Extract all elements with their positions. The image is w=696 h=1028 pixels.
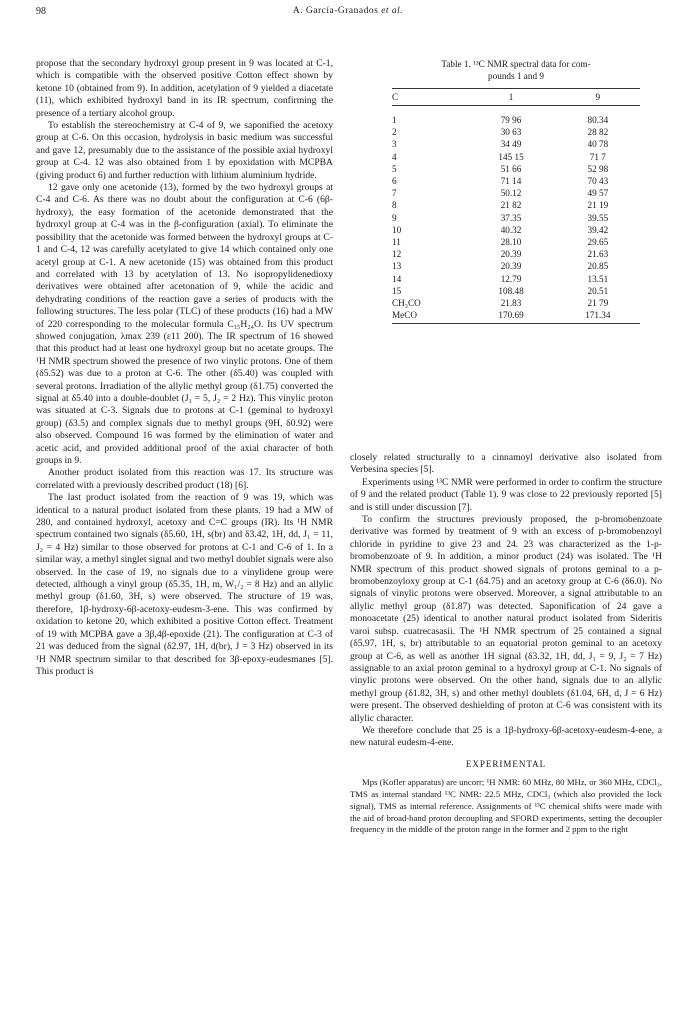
left-column-paragraph: To establish the stereochemistry at C-4 of 9, we saponified the acetoxy group at C-6. On this occasion, hydrolysis in basic medium was successful and gave 12, presumably due to the assistance of the possible axial hydroxyl group at C-4. 12 was also obtained from 1 by epoxidation with MCPBA (giving product 6) and further reduction with lithium aluminium hydride.	[36, 120, 333, 181]
compound-1-value: 21 82	[500, 200, 522, 211]
column-header-compound-9: 9	[556, 89, 640, 106]
left-column-paragraph: Another product isolated from this reaction was 17. Its structure was correlated with a previously described product (18) [6].	[36, 467, 333, 491]
compound-9-value: 20.85	[587, 261, 609, 272]
compound-1-value: 20.39	[500, 249, 522, 260]
compound-1-value: 20.39	[500, 261, 522, 272]
table-row	[392, 106, 640, 127]
carbon-cell: 11	[392, 237, 401, 248]
running-head	[36, 6, 660, 16]
carbon-cell: 12	[392, 249, 402, 260]
table-row	[392, 126, 640, 138]
table-row	[392, 224, 640, 236]
table-row	[392, 297, 640, 309]
table-row	[392, 248, 640, 260]
carbon-cell: 2	[392, 127, 397, 138]
compound-9-value: 39.42	[587, 224, 609, 235]
compound-1-value: 145 15	[498, 151, 524, 162]
table-row	[392, 163, 640, 175]
carbon-cell: 15	[392, 285, 402, 296]
compound-1-value: 50.12	[500, 188, 522, 199]
left-column-paragraph: The last product isolated from the reaction of 9 was 19, which was identical to a natural product isolated from these plants. 19 had a MW of 280, and contained hydroxyl, acetoxy and C=C groups (IR). Its ¹H NMR spectrum contained two signals (δ5.60, 1H, s(br) and δ3.42, 1H, dd, J₁ = 11, J₂ = 4 Hz) similar to those observed for protons at C-1 and C-6 of 1. In a similar way, a methyl singlet signal and two methyl doublet signals were also observed. In the case of 19, no signals due to a vinylidene group were detected, although a vinyl group (δ5.35, 1H, m, W₁/₂ = 8 Hz) and an allylic methyl group (δ1.60, 3H, s) were observed. The structure of 19 was, therefore, 1β-hydroxy-6β-acetoxy-eudesm-3-ene. This was confirmed by oxidation to ketone 20, which exhibited a positive Cotton effect. Treatment of 19 with MCPBA gave a 3β,4β-epoxide (21). The configuration at C-3 of 21 was deduced from the signal (δ2.97, 1H, d(br), J = 3 Hz) observed in its ¹H NMR spectrum similar to that described for 3β-epoxy-eudesmanes [5]. This product is	[36, 492, 333, 677]
experimental-heading: EXPERIMENTAL	[465, 758, 547, 769]
compound-1-value: 40.32	[500, 224, 522, 235]
left-column	[36, 58, 333, 678]
table-caption-line-2: pounds 1 and 9	[488, 71, 544, 81]
compound-9-value: 40 78	[587, 139, 609, 150]
carbon-cell: 1	[392, 115, 397, 125]
nmr-table	[392, 58, 640, 324]
right-column-paragraph: To confirm the structures previously proposed, the p-bromobenzoate derivative was formed by treatment of 9 with an excess of p-bromobenzoyl chloride in pyridine to give 23 and 24. 23 was characterized as the 1-p-bromobenzoate of 9. In addition, a minor product (24) was isolated. The ¹H NMR spectrum of this product showed signals of protons geminal to a p-bromobenzoyloxy group at C-1 (δ4.75) and an acetoxy group at C-6 (δ6.0). No signals of vinylic protons were observed. Moreover, a signal attributable to an allylic methyl group (δ1.87) was detected. Saponification of 24 gave a monoacetate (25) identical to another natural product isolated from Sideritis varoi subsp. cuatrecasasii. The ¹H NMR spectrum of 25 contained a signal (δ5.97, 1H, s, br) attributable to an equatorial proton geminal to an acetoxy group at C-6, as well as another 1H signal (δ3.32, 1H, dd, J₁ = 9, J₂ = 7 Hz) assignable to an axial proton geminal to a hydroxyl group at C-1. No signals of vinylic protons were observed. On the other hand, signals due to an allylic methyl group (δ1.82, 3H, s) and other methyl doublets (δ1.04, 6H, d, J = 6 Hz) were present. The observed deshielding of proton at C-6 was consistent with its allylic character.	[350, 514, 662, 724]
right-column	[350, 452, 662, 836]
compound-9-value: 13.51	[587, 273, 609, 284]
compound-1-value: 28.10	[500, 237, 522, 248]
compound-9-value: 21 79	[587, 298, 609, 309]
table-caption	[392, 58, 640, 82]
carbon-cell: 8	[392, 200, 397, 211]
carbon-cell: 5	[392, 163, 397, 174]
compound-9-value: 29.65	[587, 237, 609, 248]
compound-1-value: 71 14	[500, 176, 522, 187]
table-row	[392, 187, 640, 199]
table-row	[392, 175, 640, 187]
compound-1-value: 30 63	[500, 127, 522, 138]
table-row	[392, 138, 640, 150]
compound-9-value: 21 19	[587, 200, 609, 211]
column-header-carbon: C	[392, 89, 466, 106]
table-caption-line-1: Table 1. ¹³C NMR spectral data for com-	[441, 59, 591, 69]
carbon-cell: 4	[392, 151, 397, 162]
compound-1-value: 21.83	[500, 298, 522, 309]
left-column-paragraph: 12 gave only one acetonide (13), formed by the two hydroxyl groups at C-4 and C-6. As there was no doubt about the configuration at C-6 (6β-hydroxy), the easy formation of the acetonide demonstrated that the hydroxyl group at C-4 was in the β-configuration (axial). To eliminate the possibility that the acetonide was formed between the hydroxyl groups at C-1 and C-4, 12 was carefully acetylated to give 14 which contained only one acetyl group at C-1. A new acetonide (15) was obtained from this product and correlated with 13 by acetylation of 13. No isopropylidenedioxy derivatives were obtained after acetonation of 9, while the acidic and dehydrating conditions of the reaction gave a series of products with the following structures. The less polar (TLC) of these products (16) had a MW of 220 corresponding to the molecular formula C₁₅H₂₄O. Its UV spectrum showed conjugation, λmax 239 (ε11 200). The IR spectrum of 16 showed that this product had at least one hydroxyl group but no acetate groups. The ¹H NMR spectrum showed the presence of two vinylic protons. One of them (δ5.52) was due to a proton at C-6. The other (δ5.40) was coupled with several protons. Irradiation of the allylic methyl group (δ1.75) converted the signal at δ5.40 into a double-doublet (J₁ = 5, J₂ = 2 Hz). This vinylic proton was situated at C-3. Signals due to protons at C-1 (geminal to hydroxyl group) (δ3.5) and complex signals due to methyl groups (9H, δ0.92) were also observed. Compound 16 was formed by the elimination of water and acetic acid, and provided additional proof of the axial character of both groups in 9.	[36, 182, 333, 466]
column-header-compound-1: 1	[466, 89, 555, 106]
carbon-cell: 13	[392, 261, 402, 272]
compound-1-value: 12.79	[500, 273, 522, 284]
left-column-paragraph: propose that the secondary hydroxyl group present in 9 was located at C-1, which is compatible with the observed positive Cotton effect shown by ketone 10 (obtained from 9). In addition, acetylation of 9 yielded a diacetate (11), which exhibited hydroxyl band in its IR spectrum, confirming the presence of a tertiary alcohol group.	[36, 58, 333, 119]
running-head-etal: et al.	[381, 6, 404, 16]
compound-9-value: 20.51	[587, 285, 609, 296]
page-header	[36, 6, 660, 22]
compound-9-value: 70 43	[587, 176, 609, 187]
carbon-cell: 3	[392, 139, 397, 150]
right-column-paragraph: Experiments using ¹³C NMR were performed in order to confirm the structure of 9 and the related product (Table 1). 9 was close to 22 previously reported [5] and is still under discussion [7].	[350, 476, 662, 513]
running-head-author: A. García-Granados	[292, 6, 379, 16]
carbon-cell: 7	[392, 188, 397, 199]
compound-9-value: 71 7	[589, 151, 606, 162]
compound-9-value: 52 98	[587, 163, 609, 174]
carbon-cell: 14	[392, 273, 402, 284]
compound-1-value: 51 66	[500, 163, 522, 174]
experimental-paragraph: Mps (Kofler apparatus) are uncorr; ¹H NMR: 60 MHz, 80 MHz, or 360 MHz, CDCl₃, TMS as internal standard ¹³C NMR: 22.5 MHz, CDCl₃ (which also provided the lock signal), TMS as internal reference. Assignments of ¹³C chemical shifts were made with the aid of broad-band proton decoupling and SFORD experiments, setting the decoupler frequency in the middle of the proton range in the former and 2 ppm to the right	[350, 777, 662, 835]
carbon-cell: 10	[392, 224, 402, 235]
table-row	[392, 285, 640, 297]
table-row	[392, 273, 640, 285]
nmr-data-table	[392, 88, 640, 324]
right-column-paragraph: We therefore conclude that 25 is a 1β-hydroxy-6β-acetoxy-eudesm-4-ene, a new natural eudesm-4-ene.	[350, 724, 662, 749]
right-column-paragraphs	[350, 452, 662, 750]
table-body	[392, 106, 640, 324]
right-column-paragraph: closely related structurally to a cinnamoyl derivative also isolated from Verbesina species [5].	[350, 452, 662, 476]
table-row	[392, 260, 640, 272]
carbon-cell: MeCO	[392, 309, 466, 324]
compound-9-value: 28 82	[587, 127, 609, 138]
compound-1-value: 108.48	[498, 285, 524, 296]
carbon-cell: CH₃CO	[392, 298, 421, 309]
table-header-row	[392, 89, 640, 106]
table-row	[392, 212, 640, 224]
carbon-cell: 9	[392, 212, 397, 223]
compound-1-value: 170.69	[466, 309, 555, 324]
table-row	[392, 309, 640, 324]
compound-9-value: 49 57	[587, 188, 609, 199]
compound-9-value: 80.34	[587, 115, 609, 125]
carbon-cell: 6	[392, 176, 397, 187]
compound-1-value: 37.35	[500, 212, 522, 223]
compound-1-value: 79 96	[500, 115, 522, 125]
compound-9-value: 171.34	[556, 309, 640, 324]
table-row	[392, 151, 640, 163]
page-number: 98	[36, 6, 46, 17]
table-row	[392, 199, 640, 211]
compound-9-value: 21.63	[587, 249, 609, 260]
compound-1-value: 34 49	[500, 139, 522, 150]
compound-9-value: 39.55	[587, 212, 609, 223]
table-row	[392, 236, 640, 248]
